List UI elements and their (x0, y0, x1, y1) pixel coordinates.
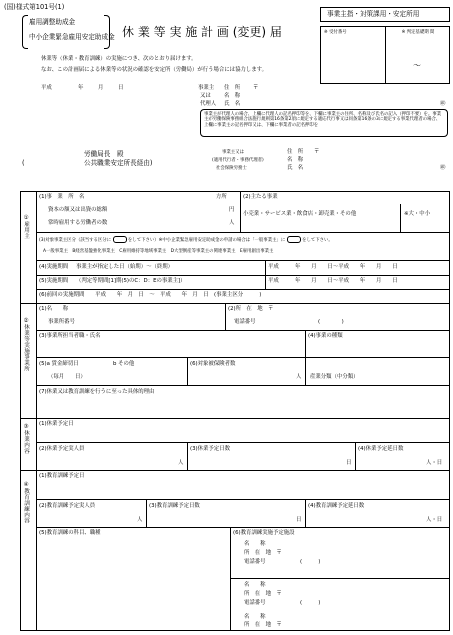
receipt-number-label: ※ 受付番号 (324, 30, 347, 35)
s3-total-unit: 人・日 (426, 460, 443, 466)
s2-insured-label: (6)対象被保険者数 (190, 361, 236, 367)
workers-label: 常時雇用する労働者の数 (48, 220, 108, 226)
department-text: 事業主指・対策課用・安定所用 (327, 10, 420, 18)
s2-name-label: (1)名 称 (39, 306, 69, 312)
fac1-address: 所 在 地 〒 (244, 550, 282, 556)
rep-caption: 事業主又は (222, 150, 244, 155)
fac1-name: 名 称 (244, 541, 266, 547)
fac3-name: 名 称 (244, 614, 266, 620)
period4-dates: 平成 年 月 日～平成 年 月 日 (268, 264, 398, 270)
s2-industry-class: 産業分類（中分類） (310, 374, 359, 380)
category-text-2: をして下さい）※中小企業緊急雇用安定助成金の申請の場合は「一般事業主」に (127, 238, 286, 243)
category-options: A一般事業主 B経営基盤強化事業主 C雇用維持等地域事業主 D大型倒産等事業主の関連事業主 E雇用創出事業主 (43, 249, 274, 254)
size-options: ※大・中小 (404, 211, 431, 217)
fac2-address: 所 在 地 〒 (244, 591, 282, 597)
period4-label: (4)実施期間 (39, 264, 69, 270)
addressee-person-label: 氏 名 (287, 165, 304, 171)
form-number-prefix: (国) (4, 3, 16, 11)
category-line (39, 236, 333, 243)
intro-line-1: 休業等（休業・教育訓練）の実施につき、次のとおり届けます。 (41, 56, 197, 62)
fac2-phone: 電話番号 (244, 600, 266, 606)
capital-unit: 円 (229, 207, 235, 213)
owner-or: 又は (200, 93, 211, 99)
rep-label: 代理人 (200, 101, 217, 107)
form-number: 様式第101号(1) (16, 3, 65, 11)
rep-caption2: (適用代行者・事務代理者) (212, 158, 264, 163)
addressee-seal: ㊞ (440, 165, 446, 171)
bureau: 労働局長 殿 (84, 150, 124, 158)
date-year: 年 (78, 85, 84, 91)
via-paren: ( (22, 159, 25, 167)
fac2-name: 名 称 (244, 582, 266, 588)
section2-label: ②休業等実施事業所 (23, 318, 29, 372)
subsidy-2: 中小企業緊急雇用安定助成金 (29, 33, 115, 41)
owner-label: 事業主 (198, 85, 215, 91)
s2-office-no-label: 事業所番号 (48, 319, 75, 325)
s4-persons-unit: 人 (137, 517, 143, 523)
s3-persons-label: (2)休業予定実人員 (39, 446, 85, 452)
s2-phone-parens: ( ) (318, 319, 344, 325)
addressee-address-label: 住 所 (287, 149, 304, 155)
s4-days-label: (3)教育訓練予定日数 (149, 503, 200, 509)
period5-dates: 平成 年 月 日～平成 年 月 日 (268, 278, 398, 284)
period4-rule: 事業主が指定した日（始期）～（終期） (76, 264, 174, 270)
date-day: 日 (118, 85, 124, 91)
page-title: 休 業 等 実 施 計 画 (変更) 届 (122, 25, 282, 39)
rep-person-label: 氏 名 (224, 101, 241, 107)
rep-caption3: 社会保険労務士 (216, 166, 247, 171)
s4-day-label: (1)教育訓練予定日 (39, 473, 85, 479)
via: 公共職業安定所長経由) (84, 159, 153, 167)
s2-wage-other-label: b その他 (113, 361, 135, 367)
s4-subject-label: (5)教育訓練の科目、職種 (39, 530, 101, 536)
capital-label: 資本の額又は出資の総額 (48, 207, 108, 213)
section4-label: ④教育訓練内容 (23, 482, 29, 524)
s2-insured-unit: 人 (296, 374, 302, 380)
s4-total-label: (4)教育訓練予定延日数 (308, 503, 365, 509)
owner-postal: 〒 (253, 85, 259, 91)
receipt-mark: ～ (413, 61, 421, 70)
s3-day-label: (1)休業予定日 (39, 421, 74, 427)
fac3-address: 所 在 地 〒 (244, 622, 282, 628)
s3-total-label: (4)休業予定延日数 (358, 446, 404, 452)
period6-line: (6)前回の実施期間 平成 年 月 日 ～ 平成 年 月 日 (事業主区分 ) (39, 292, 262, 298)
owner-address-label: 住 所 (224, 85, 241, 91)
notice-text: 事業主が代理人の場合、上欄に代理人の記名押印等を、下欄に事業主の住所、名称及び氏名の記入（押印不要）を。事業主が労働保険事務組合法施行規則第16条第2項に規定する適応代行事又は同条第16条の3に規定する事業代理者の場合、上欄に事業主の記名押印又は、下欄に事業者の記名押印を (204, 112, 442, 128)
s2-reason-label: (7)休業又は教育訓練を行うに至った具体的理由 (39, 389, 155, 395)
s4-total-unit: 人・日 (426, 517, 443, 523)
addressee-postal: 〒 (314, 149, 320, 155)
s4-persons-label: (2)教育訓練予定実人員 (39, 503, 96, 509)
notice-box (200, 109, 448, 137)
industry-options: 小売業・サービス業・飲食店・卸売業・その他 (243, 211, 357, 217)
section1-label: ①雇用主 (23, 215, 29, 239)
s2-wage-sample: （毎月 日） (48, 374, 86, 380)
s2-phone-label: 電話番号 (234, 319, 256, 325)
receipt-box (320, 26, 450, 84)
establishment-suffix: 方所 (216, 194, 227, 200)
circle-mark-icon (287, 236, 301, 243)
owner-seal: ㊞ (440, 101, 446, 107)
fac2-parens: ( ) (300, 600, 321, 606)
s3-persons-unit: 人 (178, 460, 184, 466)
period5-rule: （判定等期間[1]期(5)のC：D：Eの事業主]） (76, 278, 186, 284)
department-box (320, 7, 450, 22)
subsidy-bracket (22, 15, 115, 49)
s2-business-label: (4)事業の種類 (308, 333, 343, 339)
date-era: 平成 (41, 85, 52, 91)
fac1-phone: 電話番号 (244, 559, 266, 565)
period5-label: (5)実施期間 (39, 278, 69, 284)
section3-label: ③休業内容 (23, 424, 29, 454)
period6-label: (6)前回の実施期間 (39, 292, 85, 298)
category-text-3: をして下さい。 (302, 238, 333, 243)
workers-unit: 人 (229, 220, 235, 226)
s3-days-label: (3)休業予定日数 (190, 446, 230, 452)
s2-address-label: (2)所 在 地 〒 (228, 306, 274, 312)
s4-days-unit: 日 (296, 517, 302, 523)
establishment-label: (1)事 業 所 名 (39, 194, 85, 200)
receipt-period-label: ※ 判定基礎期 間 (401, 30, 435, 35)
circle-mark-icon (113, 236, 127, 243)
main-table (20, 191, 450, 631)
addressee-name-label: 名 称 (287, 157, 304, 163)
s3-days-unit: 日 (346, 460, 352, 466)
category-text-1: (3)対象事業主区分（該当する区分に (39, 238, 112, 243)
subsidy-1: 雇用調整助成金 (29, 18, 76, 26)
owner-name-label: 名 称 (224, 93, 241, 99)
fac1-parens: ( ) (300, 559, 321, 565)
industry-label: (2)主たる事業 (243, 194, 278, 200)
date-month: 月 (98, 85, 104, 91)
s2-manager-label: (3)事業所担当者職・氏名 (39, 333, 101, 339)
intro-line-2: なお、この計画届による休業等の状況の確認を安定所（労働局）が行う場合には協力します。 (41, 67, 267, 73)
s4-facility-label: (6)教育訓練実施予定施設 (233, 530, 295, 536)
s2-wage-close-label: (5)a 賃金締切日 (39, 361, 79, 367)
